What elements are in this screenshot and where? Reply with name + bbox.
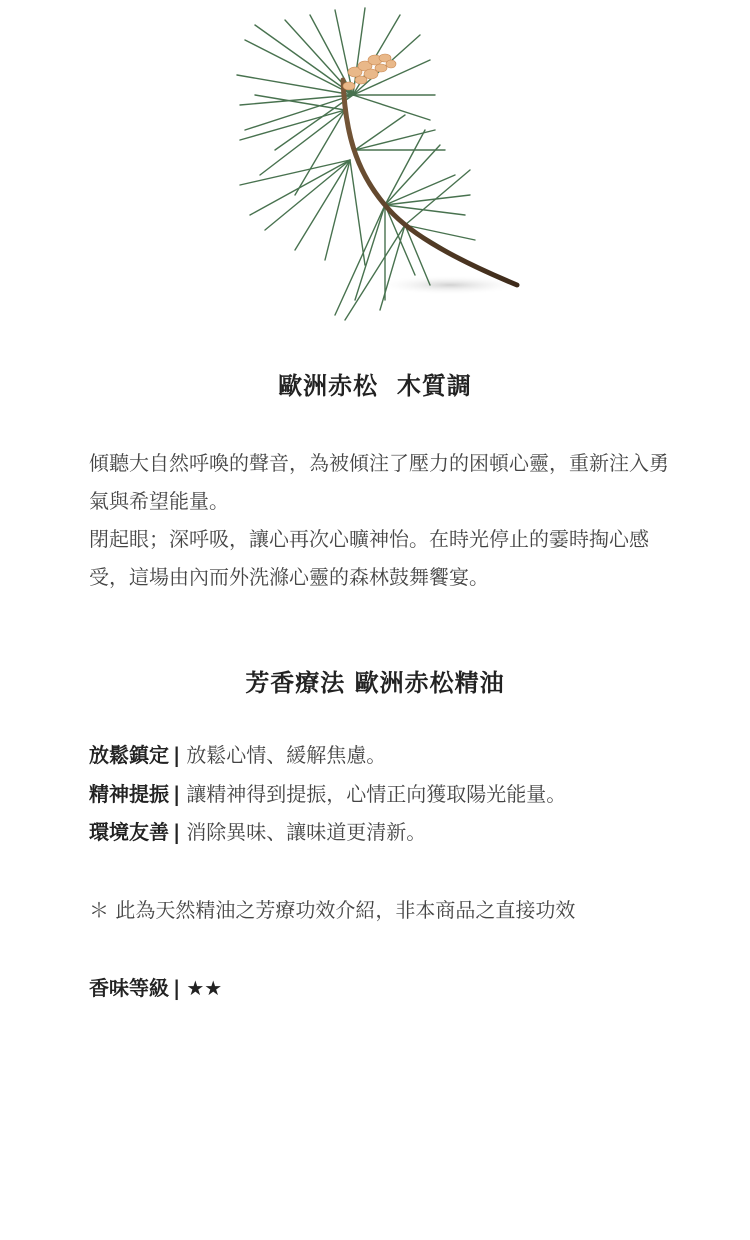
benefit-desc: 放鬆心情、緩解焦慮。 bbox=[186, 743, 387, 767]
benefit-desc: 讓精神得到提振，心情正向獲取陽光能量。 bbox=[186, 781, 567, 806]
pine-branch-icon bbox=[225, 0, 535, 330]
benefit-item bbox=[89, 775, 689, 814]
separator: | bbox=[173, 820, 181, 844]
separator: | bbox=[173, 976, 181, 1000]
benefit-item bbox=[89, 736, 689, 775]
disclaimer-note: ＊ 此為天然精油之芳療功效介紹，非本商品之直接功效 bbox=[89, 898, 576, 922]
intro-text bbox=[89, 444, 669, 596]
intro-paragraph: 傾聽大自然呼喚的聲音，為被傾注了壓力的困頓心靈，重新注入勇氣與希望能量。 bbox=[89, 451, 669, 513]
benefit-title: 精神提振 bbox=[89, 781, 169, 806]
benefit-title: 環境友善 bbox=[89, 820, 169, 844]
separator: | bbox=[173, 781, 181, 806]
benefit-item bbox=[89, 813, 689, 852]
benefit-title: 放鬆鎮定 bbox=[89, 743, 169, 767]
aromatherapy-title: 芳香療法 歐洲赤松精油 bbox=[245, 669, 505, 697]
benefit-desc: 消除異味、讓味道更清新。 bbox=[186, 820, 427, 844]
scent-grade-label: 香味等級 bbox=[89, 976, 169, 1000]
separator: | bbox=[173, 743, 181, 767]
intro-paragraph: 閉起眼；深呼吸，讓心再次心曠神怡。在時光停止的霎時掏心感受，這場由內而外洗滌心靈的森林鼓舞饗宴。 bbox=[89, 527, 649, 589]
star-rating: ★★ bbox=[186, 976, 223, 1000]
pine-branch-image bbox=[225, 0, 535, 330]
scent-grade bbox=[89, 970, 222, 1006]
benefits-list bbox=[89, 736, 689, 852]
scent-title: 歐洲赤松 木質調 bbox=[278, 372, 472, 400]
